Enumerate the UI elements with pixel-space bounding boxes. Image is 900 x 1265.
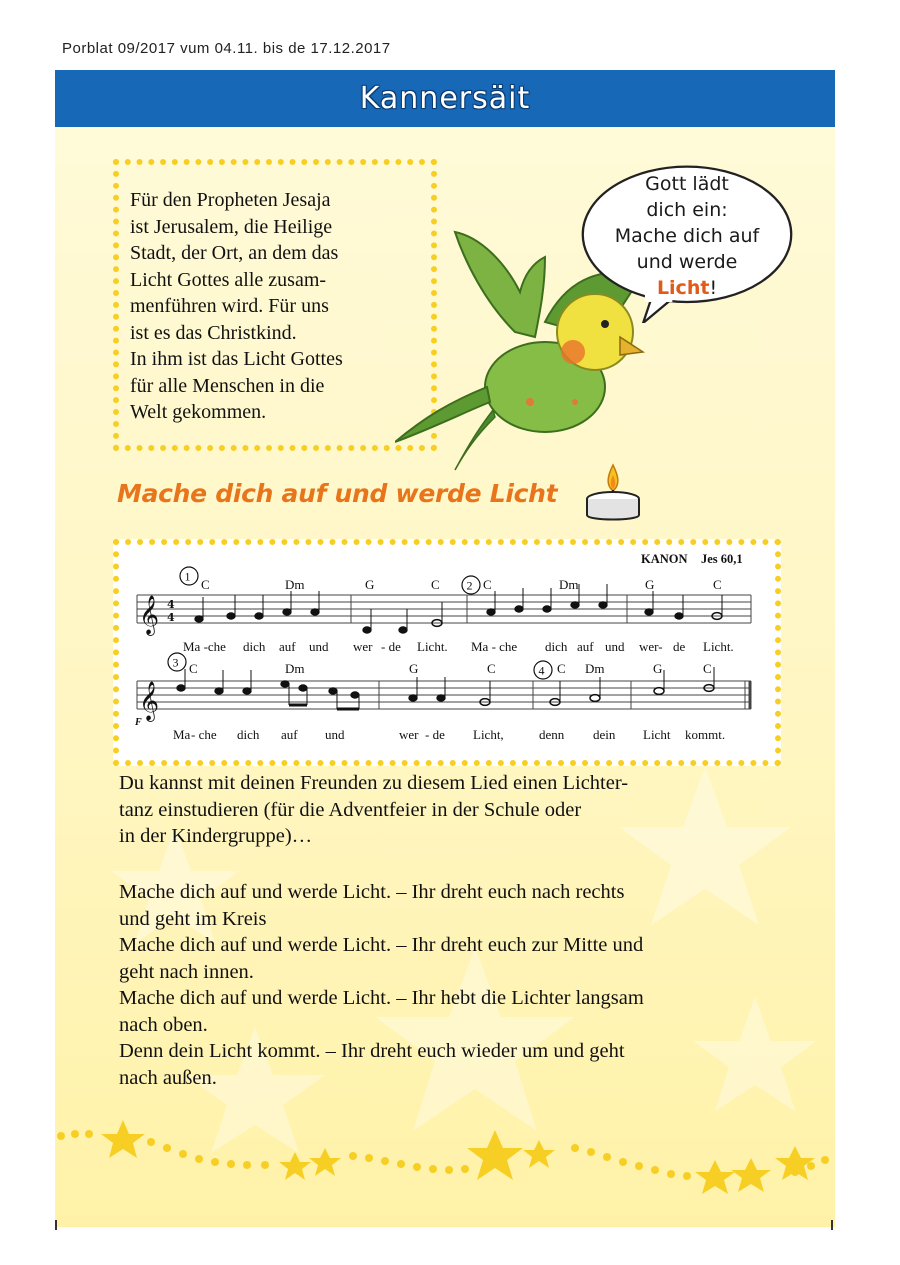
chord-label: C xyxy=(703,661,712,676)
title-banner xyxy=(55,70,835,127)
bubble-line: Mache dich auf xyxy=(614,225,760,247)
chord-label: C xyxy=(713,577,722,592)
banner-title: Kannersäit xyxy=(359,81,531,116)
lyric-syllable: Ma -che xyxy=(183,639,226,654)
intro-paragraph xyxy=(119,770,769,850)
paragraph-line: und geht im Kreis xyxy=(119,907,267,930)
svg-text:𝄞: 𝄞 xyxy=(139,681,160,721)
lyric-syllable: - de xyxy=(381,639,401,654)
lyric-syllable: - che xyxy=(191,727,217,742)
lyric-syllable: und xyxy=(325,727,345,742)
intro-text xyxy=(130,187,430,426)
lyric-syllable: auf xyxy=(577,639,594,654)
lyric-syllable: wer xyxy=(353,639,373,654)
lyric-syllable: und xyxy=(309,639,329,654)
staff-row-2 xyxy=(134,653,751,742)
music-score-frame xyxy=(113,539,781,766)
page-panel xyxy=(55,127,835,1227)
chord-label: C xyxy=(189,661,198,676)
intro-line: Für den Propheten Jesaja xyxy=(130,189,331,211)
lyric-syllable: Ma - che xyxy=(471,639,518,654)
section-marker: 4 xyxy=(538,663,545,678)
chord-label: G xyxy=(653,661,663,676)
bubble-end: ! xyxy=(709,277,718,299)
lyric-syllable: wer xyxy=(399,727,419,742)
bubble-line xyxy=(583,275,791,301)
intro-line: ist es das Christkind. xyxy=(130,321,297,344)
chord-label: C xyxy=(487,661,496,676)
lyric-syllable: dich xyxy=(545,639,568,654)
lyric-syllable: denn xyxy=(539,727,565,742)
paragraph-line: tanz einstudieren (für die Adventfeier in der Schule oder xyxy=(119,798,582,821)
intro-line: Licht Gottes alle zusam- xyxy=(130,268,327,291)
paragraph-line: Du kannst mit deinen Freunden zu diesem Lied einen Lichter- xyxy=(119,772,629,794)
intro-line: ist Jerusalem, die Heilige xyxy=(130,215,333,238)
paragraph-line: geht nach innen. xyxy=(119,960,254,983)
intro-line: Stadt, der Ort, an dem das xyxy=(130,242,339,264)
bubble-line: und werde xyxy=(636,251,738,273)
bubble-highlight: Licht xyxy=(656,277,710,299)
lyric-syllable: auf xyxy=(279,639,296,654)
chord-label: Dm xyxy=(559,577,579,592)
crop-mark xyxy=(55,1220,57,1230)
issue-header: Porblat 09/2017 vum 04.11. bis de 17.12.2017 xyxy=(62,40,391,57)
chord-label: C xyxy=(557,661,566,676)
intro-line: In ihm ist das Licht Gottes xyxy=(130,348,343,370)
chord-label: G xyxy=(409,661,419,676)
section-marker: 3 xyxy=(172,655,179,670)
staff-row-1 xyxy=(137,567,751,654)
lyric-syllable: Licht xyxy=(643,727,671,742)
lyric-syllable: kommt. xyxy=(685,727,726,742)
paragraph-line: in der Kindergruppe)… xyxy=(119,825,313,847)
intro-line: menführen wird. Für uns xyxy=(130,295,329,317)
chord-label: C xyxy=(201,577,210,592)
crop-mark xyxy=(831,1220,833,1230)
score-kanon-label: KANON xyxy=(641,552,688,566)
paragraph-line: nach oben. xyxy=(119,1013,208,1036)
bubble-line: Gott lädt xyxy=(645,173,729,195)
lyric-syllable: - de xyxy=(425,727,445,742)
paragraph-line: nach außen. xyxy=(119,1066,217,1089)
paragraph-line: Denn dein Licht kommt. – Ihr dreht euch wieder um und geht xyxy=(119,1040,625,1062)
bubble-text xyxy=(583,171,791,301)
lyric-syllable: wer- xyxy=(639,639,663,654)
lyric-syllable: Ma xyxy=(173,727,191,742)
chord-label: Dm xyxy=(285,577,305,592)
star-garland xyxy=(55,1112,835,1202)
lyric-syllable: dich xyxy=(237,727,260,742)
song-title: Mache dich auf und werde Licht xyxy=(117,479,558,508)
lyric-syllable: dein xyxy=(593,727,616,742)
lyric-syllable: Licht, xyxy=(473,727,504,742)
music-score xyxy=(119,545,775,760)
dance-instructions xyxy=(119,879,769,1091)
svg-text:𝄞: 𝄞 xyxy=(139,595,160,635)
section-marker: 1 xyxy=(184,569,191,584)
lyric-syllable: Licht. xyxy=(703,639,734,654)
intro-line: Welt gekommen. xyxy=(130,401,267,423)
score-reference: Jes 60,1 xyxy=(701,552,743,566)
lyric-syllable: de xyxy=(673,639,686,654)
chord-label: Dm xyxy=(285,661,305,676)
tealight-candle-icon xyxy=(579,457,649,527)
chord-label: C xyxy=(483,577,492,592)
chord-label: G xyxy=(365,577,375,592)
score-corner-letter: F xyxy=(135,717,142,728)
chord-label: G xyxy=(645,577,655,592)
section-marker: 2 xyxy=(466,578,473,593)
lyric-syllable: auf xyxy=(281,727,298,742)
paragraph-line: Mache dich auf und werde Licht. – Ihr hebt die Lichter langsam xyxy=(119,987,644,1009)
intro-line: für alle Menschen in die xyxy=(130,374,325,397)
lyric-syllable: und xyxy=(605,639,625,654)
bubble-line: dich ein: xyxy=(646,199,728,221)
svg-text:4: 4 xyxy=(167,598,175,611)
svg-text:4: 4 xyxy=(167,611,175,624)
chord-label: Dm xyxy=(585,661,605,676)
chord-label: C xyxy=(431,577,440,592)
paragraph-line: Mache dich auf und werde Licht. – Ihr dreht euch zur Mitte und xyxy=(119,934,644,956)
lyric-syllable: Licht. xyxy=(417,639,448,654)
lyric-syllable: dich xyxy=(243,639,266,654)
paragraph-line: Mache dich auf und werde Licht. – Ihr dreht euch nach rechts xyxy=(119,881,625,903)
